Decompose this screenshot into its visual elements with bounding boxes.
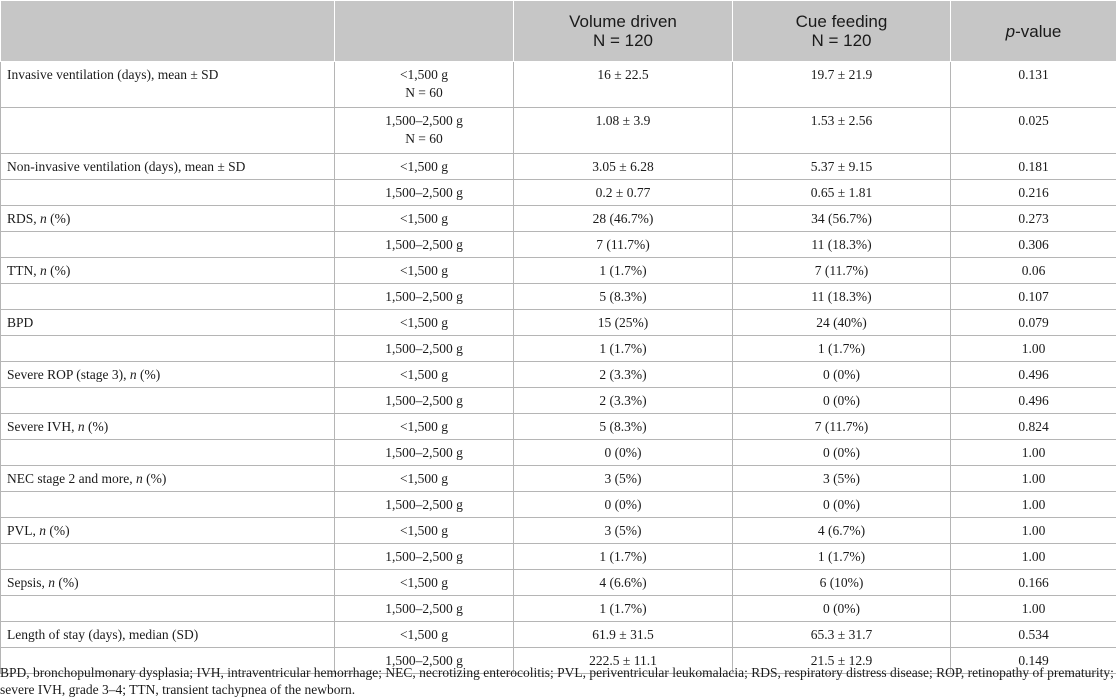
cell-volume-driven: 7 (11.7%) — [514, 232, 733, 258]
cell-p-value: 1.00 — [951, 596, 1116, 622]
cell-variable — [1, 362, 335, 388]
table-row — [1, 108, 1116, 154]
table-row — [1, 362, 1116, 388]
cell-weight-group — [335, 284, 514, 310]
cell-p-value: 0.496 — [951, 362, 1116, 388]
cell-weight-group — [335, 622, 514, 648]
table-footnote: BPD, bronchopulmonary dysplasia; IVH, intraventricular hemorrhage; NEC, necrotizing enterocolitis; PVL, periventricular leukomalacia; RDS, respiratory distress disease; ROP, retinopathy of prematurity; severe IVH, grade 3–4; TTN, transient tachypnea of the newborn. — [0, 665, 1114, 697]
cell-weight-group — [335, 180, 514, 206]
cell-cue-feeding: 0 (0%) — [733, 440, 951, 466]
cell-cue-feeding: 0 (0%) — [733, 388, 951, 414]
header-volume-driven — [514, 1, 733, 62]
cell-p-value: 0.824 — [951, 414, 1116, 440]
variable-suffix: (%) — [84, 419, 109, 434]
cell-weight-group — [335, 596, 514, 622]
table-row — [1, 466, 1116, 492]
cell-cue-feeding: 7 (11.7%) — [733, 414, 951, 440]
cell-cue-feeding: 1 (1.7%) — [733, 544, 951, 570]
cell-p-value: 1.00 — [951, 440, 1116, 466]
table-row — [1, 284, 1116, 310]
cell-variable — [1, 336, 335, 362]
variable-label: Non-invasive ventilation (days), mean ± SD — [7, 159, 246, 174]
cell-cue-feeding: 4 (6.7%) — [733, 518, 951, 544]
cell-p-value: 0.079 — [951, 310, 1116, 336]
cell-variable — [1, 518, 335, 544]
weight-group-label: 1,500–2,500 g — [385, 185, 463, 200]
table-row — [1, 492, 1116, 518]
cell-weight-group — [335, 258, 514, 284]
table-row — [1, 232, 1116, 258]
variable-suffix: (%) — [46, 523, 70, 538]
cell-weight-group — [335, 310, 514, 336]
table-row — [1, 180, 1116, 206]
weight-group-label: <1,500 g — [399, 471, 449, 486]
cell-cue-feeding: 65.3 ± 31.7 — [733, 622, 951, 648]
weight-group-label: <1,500 g — [399, 263, 449, 278]
table-row — [1, 258, 1116, 284]
cell-cue-feeding: 0 (0%) — [733, 362, 951, 388]
table-row — [1, 544, 1116, 570]
weight-group-label: 1,500–2,500 g — [385, 341, 463, 356]
header-cue-feeding-n: N = 120 — [811, 31, 872, 50]
cell-cue-feeding: 3 (5%) — [733, 466, 951, 492]
header-row — [1, 1, 1116, 62]
cell-variable — [1, 232, 335, 258]
weight-group-label: <1,500 g — [399, 315, 449, 330]
cell-volume-driven: 0 (0%) — [514, 440, 733, 466]
weight-group-n: N = 60 — [405, 131, 443, 146]
cell-weight-group — [335, 108, 514, 154]
cell-weight-group — [335, 570, 514, 596]
cell-volume-driven: 5 (8.3%) — [514, 414, 733, 440]
cell-volume-driven: 0.2 ± 0.77 — [514, 180, 733, 206]
weight-group-label: <1,500 g — [399, 523, 449, 538]
cell-p-value: 0.306 — [951, 232, 1116, 258]
variable-italic-n: n — [135, 471, 143, 486]
cell-weight-group — [335, 232, 514, 258]
cell-volume-driven: 0 (0%) — [514, 492, 733, 518]
cell-cue-feeding: 0.65 ± 1.81 — [733, 180, 951, 206]
header-p-value — [951, 1, 1116, 62]
cell-cue-feeding: 0 (0%) — [733, 596, 951, 622]
header-p-rest: -value — [1015, 21, 1062, 41]
cell-weight-group — [335, 414, 514, 440]
weight-group-label: 1,500–2,500 g — [385, 601, 463, 616]
cell-variable — [1, 388, 335, 414]
cell-weight-group — [335, 336, 514, 362]
weight-group-label: <1,500 g — [399, 627, 449, 642]
cell-variable — [1, 414, 335, 440]
table-row — [1, 388, 1116, 414]
weight-group-label: 1,500–2,500 g — [385, 653, 463, 668]
table-row — [1, 206, 1116, 232]
cell-volume-driven: 1 (1.7%) — [514, 596, 733, 622]
variable-italic-n: n — [39, 523, 47, 538]
cell-weight-group — [335, 206, 514, 232]
cell-volume-driven: 2 (3.3%) — [514, 388, 733, 414]
variable-italic-n: n — [77, 419, 85, 434]
table-row — [1, 440, 1116, 466]
cell-variable — [1, 492, 335, 518]
cell-p-value: 1.00 — [951, 492, 1116, 518]
cell-variable — [1, 154, 335, 180]
weight-group-n: N = 60 — [405, 85, 443, 100]
weight-group-label: 1,500–2,500 g — [385, 237, 463, 252]
cell-weight-group — [335, 362, 514, 388]
cell-volume-driven: 15 (25%) — [514, 310, 733, 336]
cell-volume-driven: 222.5 ± 11.1 — [514, 648, 733, 674]
table-row — [1, 518, 1116, 544]
cell-cue-feeding: 1 (1.7%) — [733, 336, 951, 362]
cell-p-value: 1.00 — [951, 466, 1116, 492]
table-row — [1, 570, 1116, 596]
cell-volume-driven: 28 (46.7%) — [514, 206, 733, 232]
cell-volume-driven: 16 ± 22.5 — [514, 62, 733, 108]
variable-label: Severe ROP (stage 3), — [7, 367, 130, 382]
cell-volume-driven: 1 (1.7%) — [514, 258, 733, 284]
variable-label: RDS, — [7, 211, 41, 226]
weight-group-label: 1,500–2,500 g — [385, 549, 463, 564]
variable-suffix: (%) — [142, 471, 167, 486]
variable-label: NEC stage 2 and more, — [7, 471, 136, 486]
variable-label: Severe IVH, — [7, 419, 78, 434]
cell-variable — [1, 570, 335, 596]
cell-volume-driven: 1 (1.7%) — [514, 544, 733, 570]
header-cue-feeding — [733, 1, 951, 62]
cell-volume-driven: 3 (5%) — [514, 466, 733, 492]
cell-weight-group — [335, 518, 514, 544]
cell-p-value: 0.107 — [951, 284, 1116, 310]
cell-p-value: 0.131 — [951, 62, 1116, 108]
cell-cue-feeding: 5.37 ± 9.15 — [733, 154, 951, 180]
table-body — [1, 62, 1116, 674]
variable-italic-n: n — [40, 211, 47, 226]
cell-volume-driven: 1.08 ± 3.9 — [514, 108, 733, 154]
cell-variable — [1, 62, 335, 108]
variable-label: TTN, — [7, 263, 40, 278]
cell-cue-feeding: 19.7 ± 21.9 — [733, 62, 951, 108]
weight-group-label: <1,500 g — [399, 67, 449, 82]
weight-group-label: <1,500 g — [399, 575, 449, 590]
header-group — [335, 1, 514, 62]
cell-cue-feeding: 11 (18.3%) — [733, 232, 951, 258]
cell-cue-feeding: 0 (0%) — [733, 492, 951, 518]
variable-italic-n: n — [129, 367, 137, 382]
table-row — [1, 622, 1116, 648]
variable-label: PVL, — [7, 523, 40, 538]
variable-label: Length of stay (days), median (SD) — [7, 627, 199, 642]
header-p-italic: p — [1005, 21, 1016, 41]
cell-cue-feeding: 1.53 ± 2.56 — [733, 108, 951, 154]
cell-variable — [1, 258, 335, 284]
variable-label: Invasive ventilation (days), mean ± SD — [7, 67, 219, 82]
weight-group-label: 1,500–2,500 g — [385, 289, 463, 304]
cell-p-value: 0.273 — [951, 206, 1116, 232]
variable-suffix: (%) — [136, 367, 161, 382]
weight-group-label: <1,500 g — [399, 211, 449, 226]
cell-variable — [1, 466, 335, 492]
cell-p-value: 1.00 — [951, 336, 1116, 362]
cell-p-value: 0.149 — [951, 648, 1116, 674]
cell-p-value: 0.216 — [951, 180, 1116, 206]
variable-suffix: (%) — [46, 263, 71, 278]
table-row — [1, 596, 1116, 622]
cell-cue-feeding: 7 (11.7%) — [733, 258, 951, 284]
cell-cue-feeding: 34 (56.7%) — [733, 206, 951, 232]
weight-group-label: <1,500 g — [399, 159, 449, 174]
cell-volume-driven: 3.05 ± 6.28 — [514, 154, 733, 180]
table-row — [1, 336, 1116, 362]
variable-label: BPD — [7, 315, 34, 330]
cell-volume-driven: 61.9 ± 31.5 — [514, 622, 733, 648]
cell-volume-driven: 5 (8.3%) — [514, 284, 733, 310]
header-volume-driven-n: N = 120 — [592, 31, 653, 50]
cell-volume-driven: 1 (1.7%) — [514, 336, 733, 362]
cell-p-value: 0.534 — [951, 622, 1116, 648]
weight-group-label: <1,500 g — [399, 419, 449, 434]
header-cue-feeding-label: Cue feeding — [795, 12, 888, 31]
cell-p-value: 0.025 — [951, 108, 1116, 154]
cell-volume-driven: 3 (5%) — [514, 518, 733, 544]
table-row — [1, 310, 1116, 336]
cell-p-value: 0.06 — [951, 258, 1116, 284]
cell-variable — [1, 206, 335, 232]
header-variable — [1, 1, 335, 62]
cell-variable — [1, 544, 335, 570]
cell-variable — [1, 596, 335, 622]
cell-variable — [1, 440, 335, 466]
cell-weight-group — [335, 62, 514, 108]
cell-weight-group — [335, 492, 514, 518]
table-row — [1, 154, 1116, 180]
table-row — [1, 62, 1116, 108]
cell-volume-driven: 2 (3.3%) — [514, 362, 733, 388]
cell-variable — [1, 108, 335, 154]
cell-volume-driven: 4 (6.6%) — [514, 570, 733, 596]
cell-p-value: 0.181 — [951, 154, 1116, 180]
cell-weight-group — [335, 466, 514, 492]
cell-p-value: 0.496 — [951, 388, 1116, 414]
cell-cue-feeding: 24 (40%) — [733, 310, 951, 336]
cell-variable — [1, 284, 335, 310]
cell-variable — [1, 622, 335, 648]
cell-p-value: 1.00 — [951, 544, 1116, 570]
cell-variable — [1, 180, 335, 206]
variable-italic-n: n — [40, 263, 47, 278]
cell-weight-group — [335, 544, 514, 570]
cell-weight-group — [335, 440, 514, 466]
weight-group-label: <1,500 g — [399, 367, 449, 382]
weight-group-label: 1,500–2,500 g — [385, 497, 463, 512]
cell-cue-feeding: 6 (10%) — [733, 570, 951, 596]
weight-group-label: 1,500–2,500 g — [385, 113, 463, 128]
cell-p-value: 0.166 — [951, 570, 1116, 596]
cell-variable — [1, 310, 335, 336]
variable-italic-n: n — [48, 575, 56, 590]
variable-suffix: (%) — [55, 575, 79, 590]
variable-suffix: (%) — [46, 211, 71, 226]
weight-group-label: 1,500–2,500 g — [385, 445, 463, 460]
cell-cue-feeding: 21.5 ± 12.9 — [733, 648, 951, 674]
weight-group-label: 1,500–2,500 g — [385, 393, 463, 408]
cell-weight-group — [335, 388, 514, 414]
variable-label: Sepsis, — [7, 575, 49, 590]
header-volume-driven-label: Volume driven — [569, 12, 677, 31]
cell-cue-feeding: 11 (18.3%) — [733, 284, 951, 310]
cell-weight-group — [335, 154, 514, 180]
cell-p-value: 1.00 — [951, 518, 1116, 544]
table-row — [1, 414, 1116, 440]
